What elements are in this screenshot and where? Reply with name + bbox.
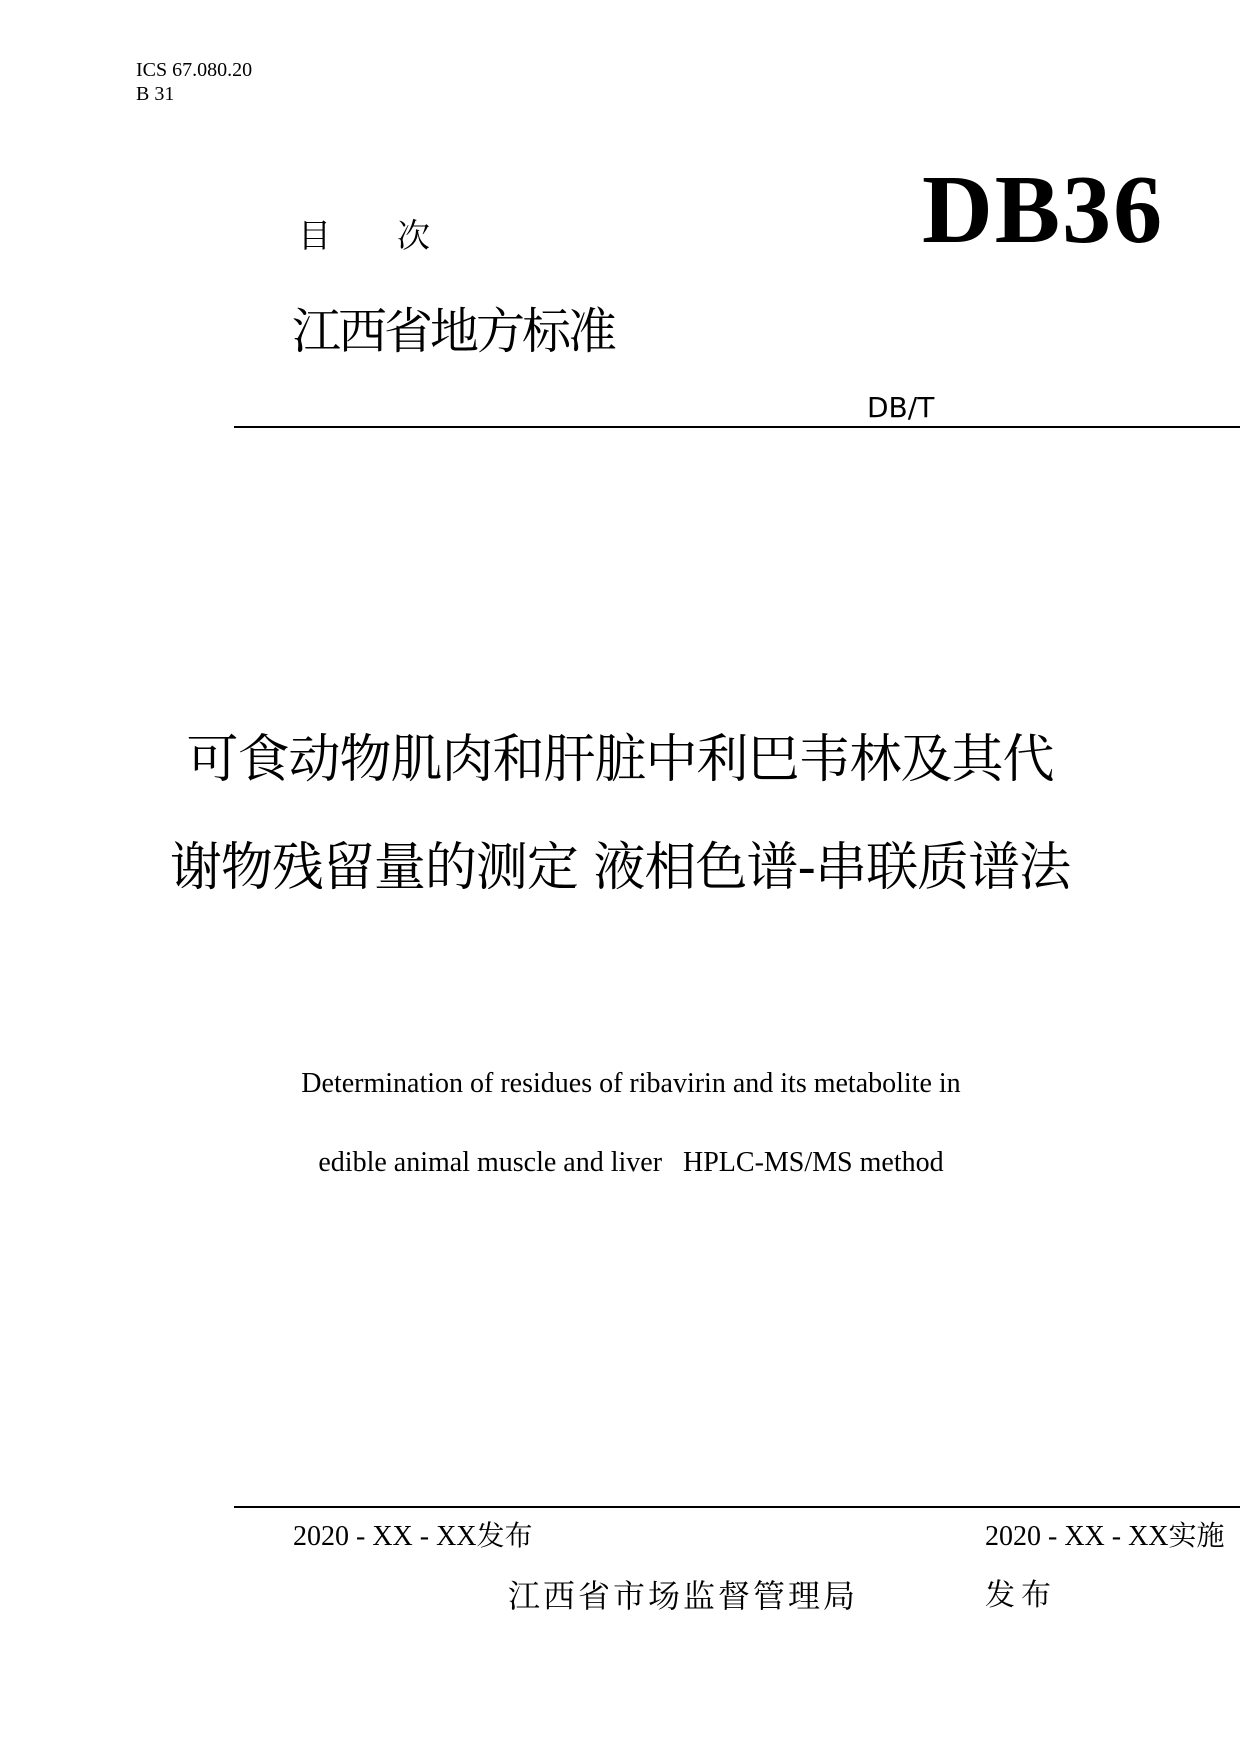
db-code-logo: DB36 (922, 156, 1165, 264)
standard-number: DB/T (867, 391, 935, 424)
implement-date: 2020 - XX - XX实施 (985, 1521, 1225, 1552)
issue-date: 2020 - XX - XX发布 (293, 1521, 533, 1552)
title-cn-line-1: 可食动物肌肉和肝脏中利巴韦林及其代 (186, 730, 1054, 790)
top-divider (234, 426, 1240, 428)
toc-heading-char-2: 次 (397, 216, 430, 255)
issuing-authority: 江西省市场监督管理局 (508, 1577, 859, 1615)
title-cn-line-2: 谢物残留量的测定 液相色谱-串联质谱法 (169, 838, 1071, 898)
title-en-line-2: edible animal muscle and liver HPLC-MS/MS method (318, 1147, 944, 1178)
bottom-divider (234, 1506, 1240, 1508)
issue-label: 发布 (985, 1578, 1057, 1613)
title-en-line-1: Determination of residues of ribavirin and its metabolite in (301, 1068, 961, 1099)
ccs-code: B 31 (136, 83, 175, 105)
standard-type: 江西省地方标准 (292, 303, 615, 360)
ics-code: ICS 67.080.20 (136, 59, 253, 81)
toc-heading-char-1: 目 (298, 216, 331, 255)
